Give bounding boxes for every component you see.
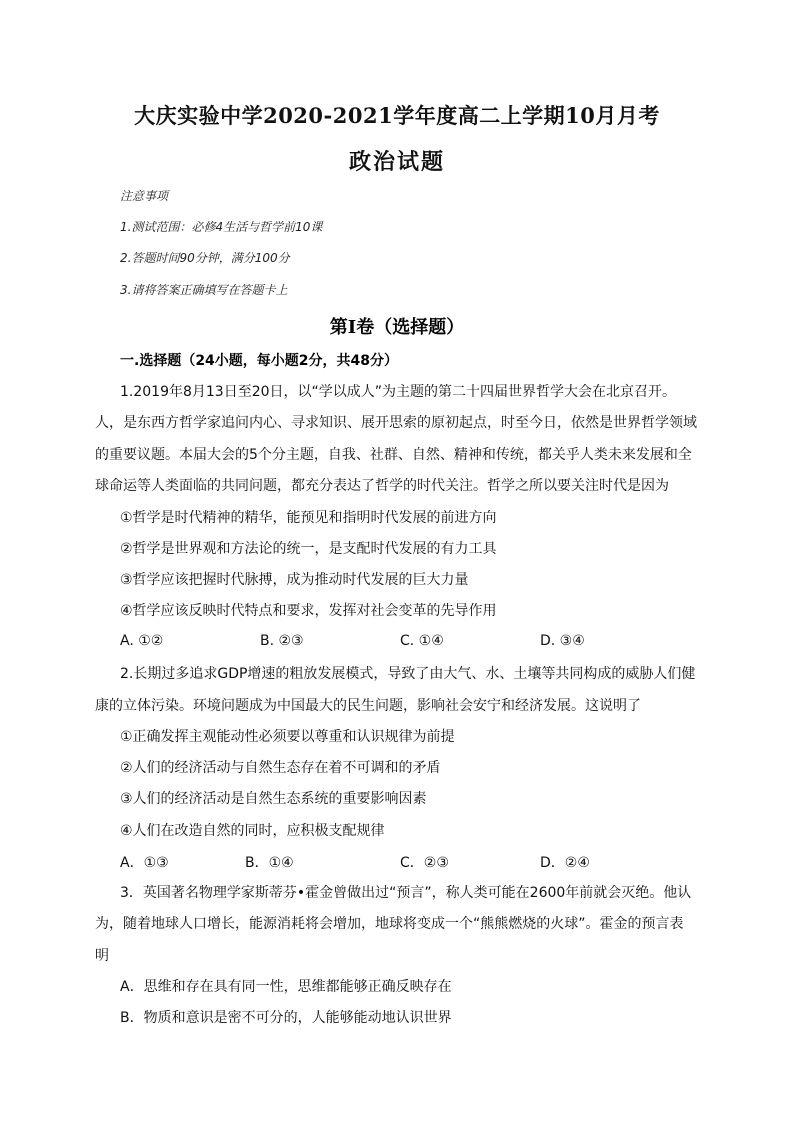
note-item: 3.请将答案正确填写在答题卡上 bbox=[120, 283, 288, 297]
question-1-line: 人，是东西方哲学家追问内心、寻求知识、展开思索的原初起点，时至今日，依然是世界哲学领域 bbox=[95, 415, 697, 431]
notes-heading: 注意事项 bbox=[120, 189, 169, 203]
note-item: 2.答题时间90分钟，满分100分 bbox=[120, 251, 290, 265]
section-title: 第Ⅰ卷（选择题） bbox=[329, 317, 465, 338]
question-1-option-a: A. ①② bbox=[120, 633, 164, 649]
question-2-statement: ③人们的经济活动是自然生态系统的重要影响因素 bbox=[120, 791, 427, 807]
question-2-statement: ④人们在改造自然的同时，应积极支配规律 bbox=[120, 823, 385, 839]
question-1-option-b: B. ②③ bbox=[260, 633, 304, 649]
question-3-option-a: A．思维和存在具有同一性，思维都能够正确反映存在 bbox=[120, 979, 452, 995]
question-3-line: 为，随着地球人口增长，能源消耗将会增加，地球将变成一个“熊熊燃烧的火球”。霍金的预言表 bbox=[95, 916, 684, 932]
question-1-line: 的重要议题。本届大会的5个分主题，自我、社群、自然、精神和传统，都关乎人类未来发展和全 bbox=[95, 447, 692, 463]
exam-subject: 政治试题 bbox=[348, 149, 445, 175]
question-2-option-d: D．②④ bbox=[540, 855, 590, 871]
question-1-statement: ④哲学应该反映时代特点和要求，发挥对社会变革的先导作用 bbox=[120, 603, 497, 619]
question-1-line: 1.2019年8月13日至20日，以“学以成人”为主题的第二十四届世界哲学大会在北京召开。 bbox=[120, 384, 677, 400]
question-1-line: 球命运等人类面临的共同问题，都充分表达了哲学的时代关注。哲学之所以要关注时代是因为 bbox=[95, 478, 669, 494]
question-1-option-d: D. ③④ bbox=[540, 633, 585, 649]
question-2-option-a: A．①③ bbox=[120, 855, 169, 871]
question-3-line: 明 bbox=[95, 948, 109, 964]
question-2-option-c: C．②③ bbox=[400, 855, 449, 871]
exam-title: 大庆实验中学2020-2021学年度高二上学期10月月考 bbox=[134, 103, 660, 128]
note-item: 1.测试范围：必修4生活与哲学前10课 bbox=[120, 220, 323, 234]
question-1-statement: ②哲学是世界观和方法论的统一，是支配时代发展的有力工具 bbox=[120, 541, 497, 557]
question-2-statement: ①正确发挥主观能动性必须要以尊重和认识规律为前提 bbox=[120, 729, 455, 745]
question-1-statement: ①哲学是时代精神的精华，能预见和指明时代发展的前进方向 bbox=[120, 510, 497, 526]
question-3-option-b: B．物质和意识是密不可分的，人能够能动地认识世界 bbox=[120, 1010, 452, 1026]
question-2-statement: ②人们的经济活动与自然生态存在着不可调和的矛盾 bbox=[120, 760, 441, 776]
question-2-line: 2.长期过多追求GDP增速的粗放发展模式，导致了由大气、水、土壤等共同构成的威胁人们健 bbox=[120, 666, 696, 682]
question-2-option-b: B．①④ bbox=[245, 855, 294, 871]
part-label: 一.选择题（24小题，每小题2分，共48分） bbox=[120, 353, 399, 369]
question-1-statement: ③哲学应该把握时代脉搏，成为推动时代发展的巨大力量 bbox=[120, 572, 469, 588]
question-2-line: 康的立体污染。环境问题成为中国最大的民生问题，影响社会安宁和经济发展。这说明了 bbox=[95, 698, 641, 714]
question-3-line: 3．英国著名物理学家斯蒂芬•霍金曾做出过“预言”，称人类可能在2600年前就会灭绝。他认 bbox=[120, 885, 692, 901]
question-1-option-c: C. ①④ bbox=[400, 633, 444, 649]
